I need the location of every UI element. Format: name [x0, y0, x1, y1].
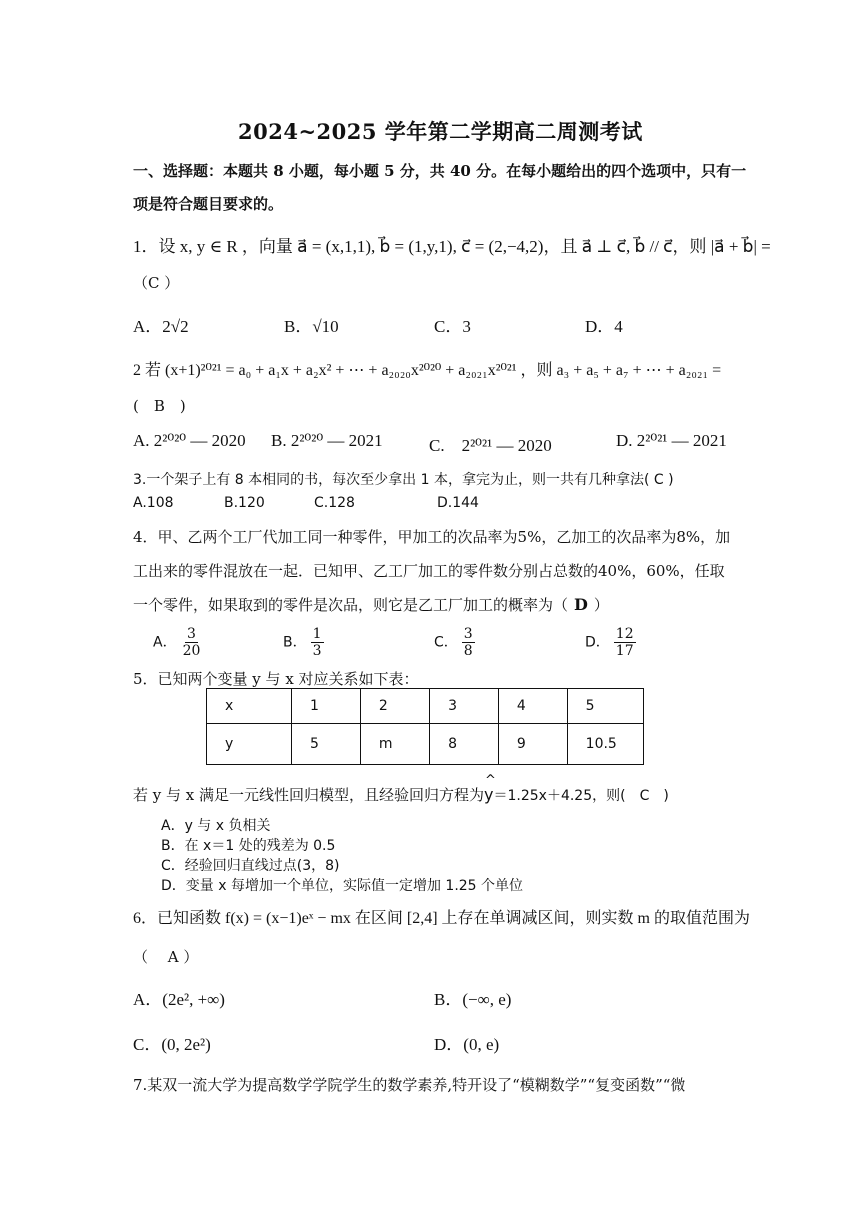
q5-condition-pre: 若 y 与 x 满足一元线性回归模型，且经验回归方程为 [133, 786, 485, 804]
q6-stem: 6．已知函数 f(x) = (x−1)eˣ − mx 在区间 [2,4] 上存在单调减区间，则实数 m 的取值范围为 [133, 910, 750, 927]
q5-option-d: D．变量 x 每增加一个单位，实际值一定增加 1.25 个单位 [161, 878, 524, 894]
fraction-denominator: 17 [615, 643, 634, 659]
q2-answer: ( B ) [133, 397, 186, 415]
section-instructions-line1: 一、选择题：本题共 8 小题，每小题 5 分，共 40 分。在每小题给出的四个选项中，只有一 [133, 162, 747, 180]
q7-stem: 7.某双一流大学为提高数学学院学生的数学素养,特开设了“模糊数学”“复变函数”“微 [133, 1076, 686, 1094]
q4-option-c-fraction [462, 626, 475, 659]
q4-answer: D [574, 595, 588, 614]
q3-option-a: A.108 [133, 495, 174, 511]
q1-option-b: B．√10 [284, 317, 339, 336]
fraction-denominator: 3 [312, 643, 322, 659]
q5-option-c: C．经验回归直线过点(3，8) [161, 858, 340, 874]
q2-option-d: D. 2²⁰²¹ — 2021 [616, 431, 727, 450]
table-cell: 8 [430, 724, 499, 765]
fraction-denominator: 8 [463, 643, 473, 659]
q5-condition-post: ＝1.25x＋4.25，则( C ) [493, 788, 669, 804]
table-cell: m [360, 724, 429, 765]
q6-option-b: B．(−∞, e) [434, 990, 512, 1009]
table-cell: 10.5 [567, 724, 643, 765]
q5-stem: 5．已知两个变量 y 与 x 对应关系如下表： [133, 670, 419, 688]
q1-stem: 1．设 x, y ∈ R ，向量 a⃗ = (x,1,1), b⃗ = (1,y,1), c⃗ = (2,−4,2)，且 a⃗ ⊥ c⃗, b⃗ // c⃗，则 |a⃗ + b⃗| = [133, 237, 771, 256]
q4-option-b-label: B． [283, 634, 307, 651]
q2-option-a: A. 2²⁰²⁰ — 2020 [133, 431, 246, 450]
table-cell: 1 [292, 689, 361, 724]
q4-option-b-fraction [311, 626, 324, 659]
table-cell: 3 [430, 689, 499, 724]
q3-option-c: C.128 [314, 495, 355, 511]
q5-data-table [206, 688, 644, 765]
q4-line3 [133, 594, 609, 615]
q6-option-a: A．(2e², +∞) [133, 990, 225, 1009]
fraction-denominator: 20 [182, 643, 201, 659]
table-row-x [207, 689, 644, 724]
table-cell: 9 [498, 724, 567, 765]
table-cell: 5 [567, 689, 643, 724]
q4-option-a [153, 626, 202, 659]
q3-option-b: B.120 [224, 495, 265, 511]
q1-option-c: C．3 [434, 317, 471, 336]
q1-option-d: D．4 [585, 317, 623, 336]
q4-option-c-label: C． [434, 634, 458, 651]
q4-option-d-label: D． [585, 634, 610, 651]
table-cell: 5 [292, 724, 361, 765]
q4-close: ） [593, 596, 609, 614]
fraction-numerator: 3 [187, 626, 196, 642]
table-cell: x [207, 689, 292, 724]
q4-line1: 4．甲、乙两个工厂代加工同一种零件，甲加工的次品率为5%，乙加工的次品率为8%，加 [133, 528, 731, 546]
q5-option-a: A．y 与 x 负相关 [161, 818, 271, 834]
q3-option-d: D.144 [437, 495, 479, 511]
table-cell: 2 [360, 689, 429, 724]
q4-option-c [434, 626, 475, 659]
fraction-numerator: 12 [615, 626, 634, 642]
q4-line2: 工出来的零件混放在一起．已知甲、乙工厂加工的零件数分别占总数的40%，60%，任取 [133, 562, 725, 580]
q1-answer: （C ） [133, 274, 180, 292]
q1-option-a: A．2√2 [133, 317, 189, 336]
q6-option-c: C．(0, 2e²) [133, 1035, 211, 1054]
fraction-numerator: 1 [312, 626, 322, 642]
q5-option-b: B．在 x＝1 处的残差为 0.5 [161, 838, 336, 854]
q4-line3-text: 一个零件，如果取到的零件是次品，则它是乙工厂加工的概率为（ [133, 596, 569, 614]
q2-stem: 2 若 (x+1)²⁰²¹ = a₀ + a₁x + a₂x² + ⋯ + a₂₀₂₀x²⁰²⁰ + a₂₀₂₁x²⁰²¹ ，则 a₃ + a₅ + a₇ + ⋯ + a₂₀₂₁ = [133, 362, 722, 379]
q3-stem: 3.一个架子上有 8 本相同的书，每次至少拿出 1 本，拿完为止，则一共有几种拿法( C ) [133, 472, 674, 488]
fraction-numerator: 3 [463, 626, 473, 642]
table-cell: 4 [498, 689, 567, 724]
q4-option-d [585, 626, 636, 659]
q6-option-d: D．(0, e) [434, 1035, 500, 1054]
table-row-y [207, 724, 644, 765]
q4-option-a-fraction [181, 626, 203, 659]
q2-option-c: C. 2²⁰²¹ — 2020 [429, 436, 552, 455]
q4-option-d-fraction [614, 626, 636, 659]
page-title: 2024~2025 学年第二学期高二周测考试 [238, 119, 643, 144]
q4-option-b [283, 626, 324, 659]
q2-option-b: B. 2²⁰²⁰ — 2021 [271, 431, 383, 450]
q5-condition [133, 784, 669, 805]
q4-option-a-label: A． [153, 634, 177, 651]
table-cell: y [207, 724, 292, 765]
q5-yhat: ^ y [484, 785, 493, 804]
section-instructions-line2: 项是符合题目要求的。 [133, 195, 284, 213]
q6-answer: （ A ） [133, 948, 199, 966]
